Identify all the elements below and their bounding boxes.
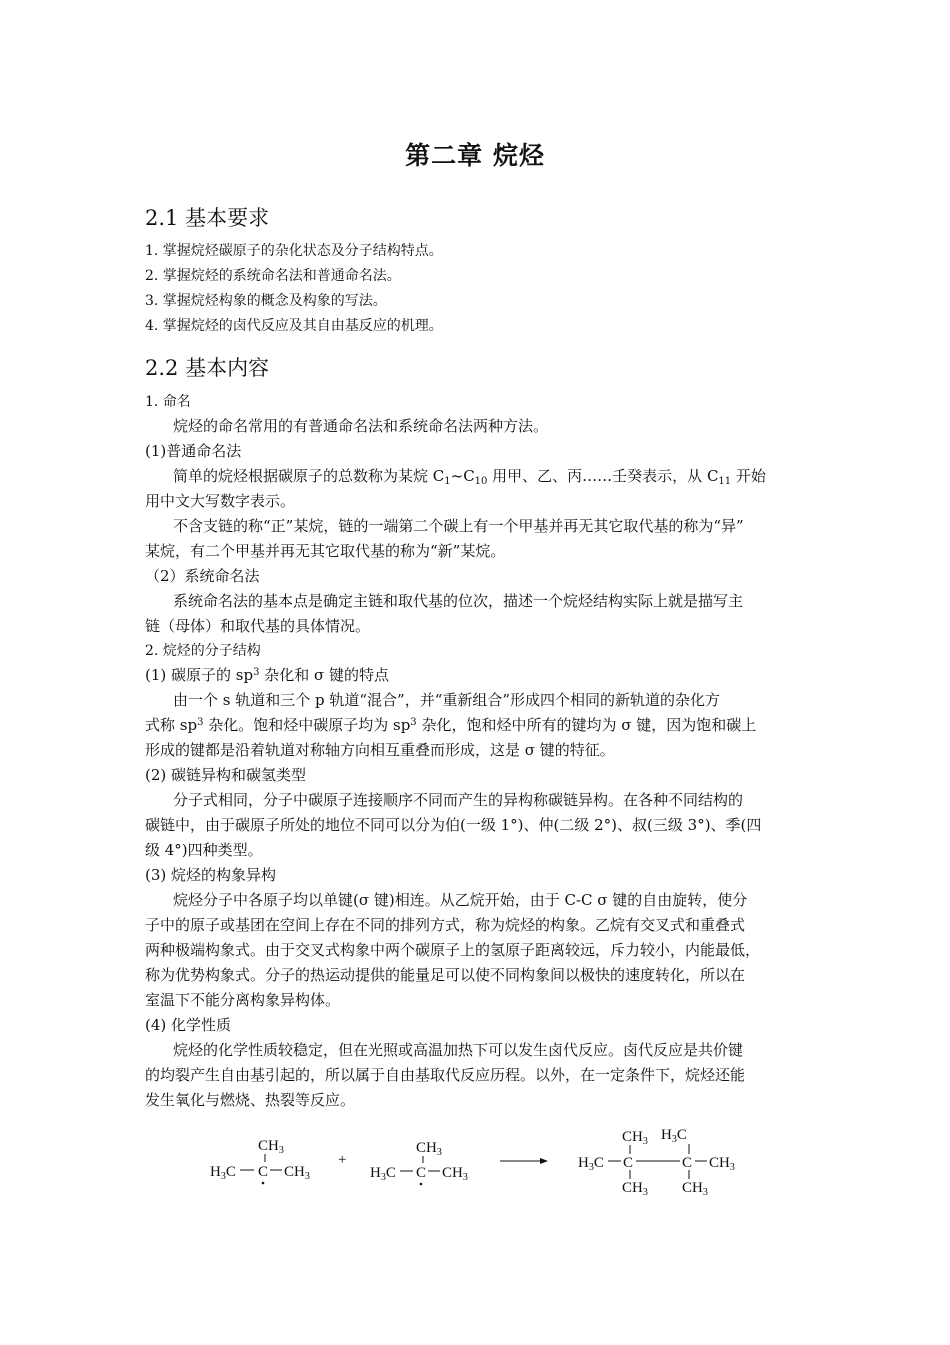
paragraph: 烷烃的命名常用的有普通命名法和系统命名法两种方法。 [173,417,549,435]
requirement-item: 3. 掌握烷烃构象的概念及构象的写法。 [145,293,387,309]
paragraph: 称为优势构象式。分子的热运动提供的能量足可以使不同构象间以极快的速度转化，所以在 [145,966,746,984]
subheading-system-naming: （2）系统命名法 [145,567,260,585]
svg-text:CH3: $CH_3$ [682,1180,708,1198]
paragraph: 某烷，有二个甲基并再无其它取代基的称为“新”某烷。 [145,542,506,560]
plus-sign: + [338,1152,347,1168]
svg-text:CH3: $CH_3$ [442,1165,468,1183]
paragraph: 链（母体）和取代基的具体情况。 [145,617,371,635]
paragraph: 由一个 s 轨道和三个 p 轨道“混合”，并“重新组合”形成四个相同的新轨道的杂化方 [173,691,721,709]
svg-text:H3C: $H_3C$ [578,1155,604,1173]
paragraph: 式称 $sp^3$ 杂化。饱和烃中碳原子均为 $sp^3$ 杂化，饱和烃中所有的键均为 σ 键，因为饱和碳上 [145,716,757,734]
svg-text:C: C [416,1165,427,1181]
requirement-item: 4. 掌握烷烃的卤代反应及其自由基反应的机理。 [145,318,443,334]
paragraph: 形成的键都是沿着轨道对称轴方向相互重叠而形成，这是 σ 键的特征。 [145,741,615,759]
requirement-item: 2. 掌握烷烃的系统命名法和普通命名法。 [145,268,401,284]
svg-text:H3C: $H_3C$ [210,1164,236,1182]
reaction-arrow [500,1158,548,1164]
subheading-conformation: (3) 烷烃的构象异构 [145,866,277,884]
subsection-naming: 1. 命名 [145,394,191,410]
product-tetramethylbutane [578,1127,735,1198]
svg-text:CH3: $CH_3$ [622,1180,648,1198]
radical-coupling-reaction [0,1120,950,1210]
svg-text:C: C [258,1164,269,1180]
chapter-title: 第二章 烷烃 [405,141,545,170]
reactant-tert-butyl-radical-2 [370,1140,468,1185]
paragraph: 发生氧化与燃烧、热裂等反应。 [145,1091,356,1109]
reactant-tert-butyl-radical-1 [210,1138,310,1184]
paragraph: 级 4°)四种类型。 [145,841,263,859]
svg-text:CH3: $CH_3$ [258,1138,284,1156]
paragraph: 系统命名法的基本点是确定主链和取代基的位次，描述一个烷烃结构实际上就是描写主 [173,592,744,610]
svg-text:H3C: $H_3C$ [661,1127,687,1145]
paragraph: 不含支链的称“正”某烷，链的一端第二个碳上有一个甲基并再无其它取代基的称为“异” [173,517,744,535]
paragraph: 分子式相同，分子中碳原子连接顺序不同而产生的异构称碳链异构。在各种不同结构的 [173,791,744,809]
subheading-chain-isomerism: (2) 碳链异构和碳氢类型 [145,766,307,784]
svg-text:CH3: $CH_3$ [709,1155,735,1173]
subheading-chemical-properties: (4) 化学性质 [145,1016,232,1034]
paragraph: 烷烃分子中各原子均以单键(σ 键)相连。从乙烷开始，由于 C-C σ 键的自由旋转，使分 [173,891,748,909]
svg-text:CH3: $CH_3$ [284,1164,310,1182]
svg-text:C: C [682,1155,693,1171]
paragraph: 简单的烷烃根据碳原子的总数称为某烷 $C_1\sim C_{10}$ 用甲、乙、丙……壬癸表示，从 $C_{11}$ 开始 [173,467,766,487]
section-heading-2-1: 2.1 基本要求 [145,206,270,230]
svg-text:C: C [623,1155,634,1171]
svg-text:CH3: $CH_3$ [622,1129,648,1147]
subsection-structure: 2. 烷烃的分子结构 [145,643,261,659]
paragraph: 烷烃的化学性质较稳定，但在光照或高温加热下可以发生卤代反应。卤代反应是共价键 [173,1041,744,1059]
svg-text:CH3: $CH_3$ [416,1140,442,1158]
section-heading-2-2: 2.2 基本内容 [145,356,270,380]
subheading-sp3: (1) 碳原子的 $sp^3$ 杂化和 σ 键的特点 [145,666,390,684]
paragraph: 用中文大写数字表示。 [145,492,296,510]
requirement-item: 1. 掌握烷烃碳原子的杂化状态及分子结构特点。 [145,243,443,259]
paragraph: 两种极端构象式。由于交叉式构象中两个碳原子上的氢原子距离较远，斥力较小，内能最低， [145,941,761,959]
paragraph: 的均裂产生自由基引起的，所以属于自由基取代反应历程。以外，在一定条件下，烷烃还能 [145,1066,746,1084]
subheading-common-naming: (1)普通命名法 [145,442,242,460]
paragraph: 碳链中，由于碳原子所处的地位不同可以分为伯(一级 1°)、仲(二级 2°)、叔(三级 3°)、季(四 [145,816,762,834]
paragraph: 子中的原子或基团在空间上存在不同的排列方式，称为烷烃的构象。乙烷有交叉式和重叠式 [145,916,746,934]
paragraph: 室温下不能分离构象异构体。 [145,991,341,1009]
svg-text:H3C: $H_3C$ [370,1165,396,1183]
